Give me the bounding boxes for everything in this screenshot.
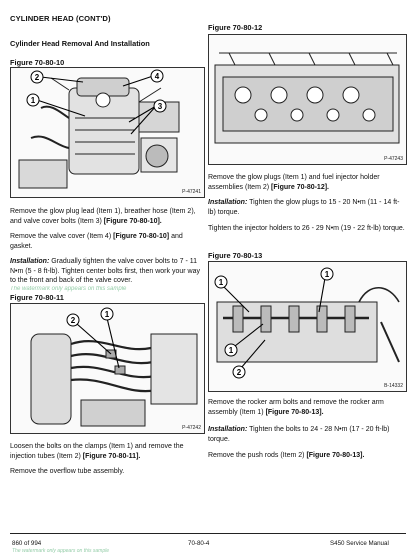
section-title: CYLINDER HEAD (CONT'D) [10,14,111,23]
figure-70-80-13-callout-2: 2 [236,368,242,377]
paragraph-remove-overflow-tube: Remove the overflow tube assembly. [10,468,125,475]
footer-page-count: 860 of 994 [12,540,42,547]
paragraph-rocker-arm-installation: Installation: Tighten the bolts to 24 - 28 N•m (17 - 20 ft-lb) torque. [208,426,390,443]
paragraph-remove-glow-plugs: Remove the glow plugs (Item 1) and fuel injector holder assemblies (Item 2) [Figure 70-80-12]. [208,174,380,191]
figure-70-80-10-callout-3: 3 [157,102,163,111]
figure-70-80-13-image [208,261,407,392]
paragraph-remove-rocker-arm: Remove the rocker arm bolts and remove the rocker arm assembly (Item 1) [Figure 70-80-13]. [208,399,384,416]
subsection-title: Cylinder Head Removal And Installation [10,39,150,48]
footer-page-number: 70-80-4 [188,540,210,547]
figure-70-80-11-callout-2: 2 [70,316,76,325]
paragraph-remove-glow-plug-lead: Remove the glow plug lead (Item 1), breather hose (Item 2), and valve cover bolts (Item 3) [Figure 70-80-10]. [10,208,196,225]
footer-manual-title: S450 Service Manual [330,540,389,547]
figure-70-80-11-code: P-47242 [182,425,201,431]
paragraph-glow-plug-installation: Installation: Tighten the glow plugs to 15 - 20 N•m (11 - 14 ft-lb) torque. [208,199,400,216]
figure-title-70-80-10: Figure 70-80-10 [10,58,65,67]
figure-70-80-12-image [208,34,407,165]
figure-70-80-13-code: B-14332 [384,383,403,389]
paragraph-remove-valve-cover: Remove the valve cover (Item 4) [Figure 70-80-10] and gasket. [10,233,183,250]
figure-70-80-12-code: P-47243 [384,156,403,162]
figure-70-80-10-callout-2: 2 [34,73,40,82]
figure-70-80-13-callout-1b: 1 [228,346,234,355]
paragraph-injector-holder-torque: Tighten the injector holders to 26 - 29 N•m (19 - 22 ft-lb) torque. [208,225,405,232]
figure-70-80-10-callout-4: 4 [154,72,160,81]
paragraph-remove-push-rods: Remove the push rods (Item 2) [Figure 70-80-13]. [208,452,365,459]
footer-rule [10,533,406,534]
figure-70-80-11-callout-1: 1 [104,310,110,319]
figure-70-80-13-callout-1a: 1 [218,278,224,287]
figure-70-80-10-callout-1: 1 [30,96,36,105]
paragraph-valve-cover-installation: Installation: Gradually tighten the valve cover bolts to 7 - 11 N•m (5 - 8 ft-lb). Tighten center bolts first, then work your way to the front and back of the valve cover. [10,258,200,285]
figure-title-70-80-11: Figure 70-80-11 [10,293,64,302]
watermark-text: The watermark only appears on this sample [10,286,127,292]
figure-70-80-10-image [10,67,205,198]
paragraph-remove-injection-tubes: Loosen the bolts on the clamps (Item 1) and remove the injection tubes (Item 2) [Figure 70-80-11]. [10,443,184,460]
figure-title-70-80-12: Figure 70-80-12 [208,23,263,32]
figure-70-80-13-callout-1c: 1 [324,270,330,279]
watermark-footer-text: The watermark only appears on this sample [12,548,109,554]
figure-title-70-80-13: Figure 70-80-13 [208,251,263,260]
figure-70-80-10-code: P-47241 [182,189,201,195]
figure-70-80-11-image [10,303,205,434]
